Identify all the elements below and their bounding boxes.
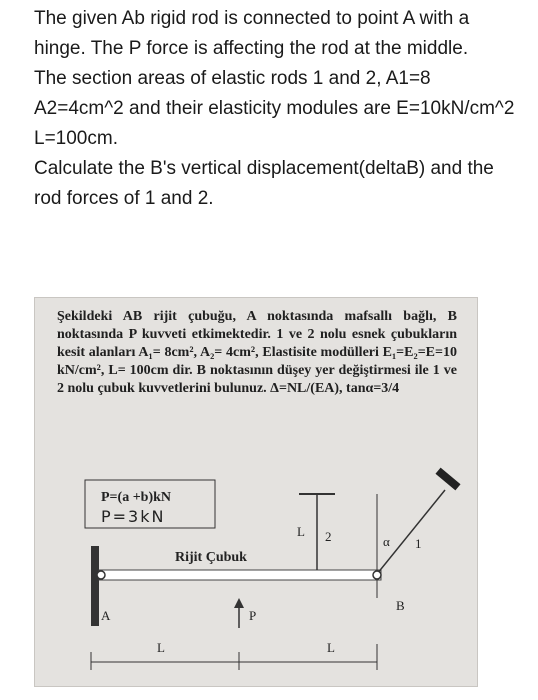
rod2-number: 2: [325, 529, 332, 544]
hinge-a: [97, 571, 105, 579]
point-a-label: A: [101, 608, 111, 623]
force-formula-printed: P=(a +b)kN: [101, 490, 172, 505]
problem-figure: [35, 298, 477, 686]
beam-label: Rijit Çubuk: [175, 550, 247, 565]
problem-photo: [34, 297, 478, 687]
dimension-left-label: L: [157, 640, 165, 655]
question-paragraph-1: The given Ab rigid rod is connected to point A with a hinge. The P force is affecting the rod at the middle.: [34, 8, 470, 59]
rod1-support: [435, 468, 460, 491]
rigid-beam: [99, 570, 381, 580]
photo-text-line: Şekildeki AB rijit çubuğu, A noktasında mafsallı bağlı, B noktasında P kuvveti etkimektedir. 1 ve 2 nolu esnek çubukların kesit alanları A₁= 8cm², A₂= 4cm², Elastisite modülleri E₁=E₂=E=10 kN/cm², L= 100cm dir. B noktasının düşey yer değiştirmesi ile 1 ve 2 nolu çubuk kuvvetlerini bulunuz. Δ=NL/(EA), tanα=3/4: [57, 309, 457, 396]
force-arrow-head: [234, 598, 244, 608]
dimension-right-label: L: [327, 640, 335, 655]
question-paragraph-3: Calculate the B's vertical displacement(deltaB) and the rod forces of 1 and 2.: [34, 158, 494, 209]
force-label: P: [249, 608, 257, 623]
rod1: [377, 490, 445, 574]
point-b-label: B: [396, 598, 405, 613]
question-text: [34, 4, 524, 214]
force-formula-handwritten: P=3kN: [101, 507, 166, 526]
rod1-number: 1: [415, 536, 422, 551]
question-paragraph-2: The section areas of elastic rods 1 and 2, A1=8 A2=4cm^2 and their elasticity modules are E=10kN/cm^2 L=100cm.: [34, 68, 515, 149]
rod2-length-label: L: [297, 524, 305, 539]
hinge-b: [373, 571, 381, 579]
angle-label: α: [383, 534, 390, 549]
left-wall: [91, 546, 99, 626]
